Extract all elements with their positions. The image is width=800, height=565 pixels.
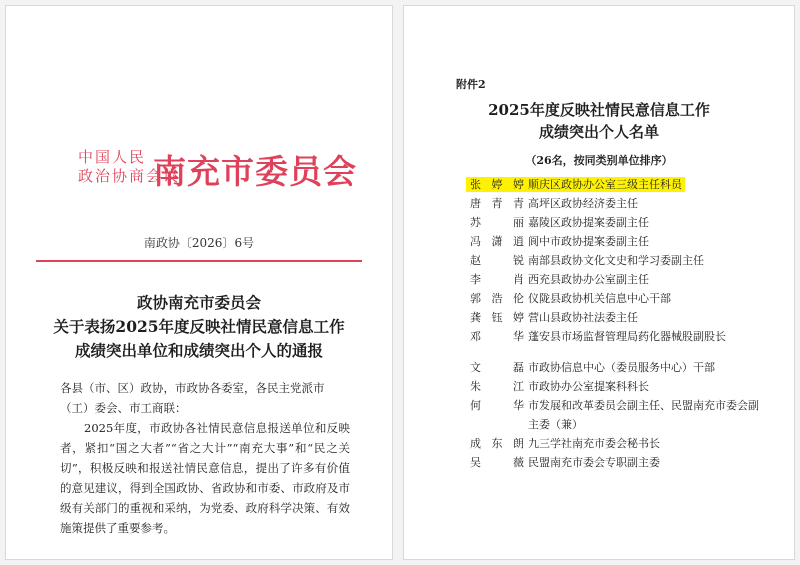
list-item	[470, 434, 790, 453]
person-name: 冯潇逍	[470, 235, 524, 248]
salutation: 各县（市、区）政协，市政协各委室，各民主党派市（工）委会、市工商联：	[60, 381, 325, 415]
letterhead-org-line2: 政治协商会议	[78, 167, 181, 185]
person-title: 九三学社南充市委会秘书长	[528, 437, 660, 450]
person-name: 郭浩伦	[470, 292, 524, 305]
person-title: 嘉陵区政协提案委副主任	[528, 216, 649, 229]
person-name: 何华	[470, 399, 524, 412]
person-title: 蓬安县市场监督管理局药化器械股副股长	[528, 330, 726, 343]
list-title-line1: 2025年度反映社情民意信息工作	[488, 101, 710, 119]
person-name: 唐青青	[470, 197, 524, 210]
notice-title-line3: 成绩突出单位和成绩突出个人的通报	[74, 341, 323, 360]
list-item	[470, 270, 790, 289]
notice-title	[6, 291, 392, 363]
person-name: 吴薇	[470, 456, 524, 469]
list-item	[470, 194, 790, 213]
red-divider	[36, 260, 362, 262]
person-name: 苏丽	[470, 216, 524, 229]
person-title: 仪陇县政协机关信息中心干部	[528, 292, 671, 305]
list-item-continuation	[470, 415, 790, 434]
person-name: 文磊	[470, 361, 524, 374]
notice-page	[6, 6, 392, 559]
letterhead-name: 南充市委员会	[153, 152, 357, 191]
person-name: 龚钰婷	[470, 311, 524, 324]
list-item	[470, 327, 790, 346]
person-title: 市发展和改革委员会副主任、民盟南充市委会副	[528, 399, 759, 412]
body-paragraph: 2025年度，市政协各社情民意信息报送单位和反映者，紧扣“国之大者”“省之大计”“南充大事”和“民之关切”，积极反映和报送社情民意信息，提出了许多有价值的意见建议，得到全国政协、省政协和市委、市政府及市级有关部门的重视和采纳，为党委、政府科学决策、有效施策提供了重要参考。	[60, 421, 350, 535]
person-title: 南部县政协文化文史和学习委副主任	[528, 254, 704, 267]
person-name: 朱江	[470, 380, 524, 393]
list-item	[470, 232, 790, 251]
group-gap	[470, 346, 790, 358]
person-title: 顺庆区政协办公室三级主任科员	[528, 178, 682, 191]
list-title	[404, 99, 794, 143]
person-title: 市政协信息中心（委员服务中心）干部	[528, 361, 715, 374]
attachment-label: 附件2	[456, 78, 486, 91]
person-name: 成东朗	[470, 437, 524, 450]
person-name: 邓华	[470, 330, 524, 343]
person-title: 市政协办公室提案科科长	[528, 380, 649, 393]
list-item	[470, 377, 790, 396]
person-title: 高坪区政协经济委主任	[528, 197, 638, 210]
letterhead-org-line1: 中国人民	[78, 148, 147, 166]
person-title: 民盟南充市委会专职副主委	[528, 456, 660, 469]
list-item	[470, 175, 790, 194]
list-item	[470, 289, 790, 308]
person-name: 李肖	[470, 273, 524, 286]
list-item	[470, 251, 790, 270]
list-item	[470, 358, 790, 377]
doc-number: 南政协〔2026〕6号	[143, 236, 255, 250]
person-name: 张婷婷	[470, 178, 524, 191]
honoree-list	[470, 175, 790, 472]
list-item	[470, 213, 790, 232]
notice-title-line1: 政协南充市委员会	[136, 293, 261, 312]
attachment-page	[404, 6, 794, 559]
person-title: 主委（兼）	[528, 418, 583, 431]
list-item	[470, 453, 790, 472]
person-title: 阆中市政协提案委副主任	[528, 235, 649, 248]
person-name: 赵锐	[470, 254, 524, 267]
person-title: 西充县政协办公室副主任	[528, 273, 649, 286]
notice-title-line2: 关于表扬2025年度反映社情民意信息工作	[53, 317, 345, 336]
list-title-line2: 成绩突出个人名单	[538, 123, 659, 141]
list-item	[470, 396, 790, 415]
list-subtitle: （26名，按同类别单位排序）	[525, 154, 673, 167]
list-item	[470, 308, 790, 327]
person-title: 营山县政协社法委主任	[528, 311, 638, 324]
